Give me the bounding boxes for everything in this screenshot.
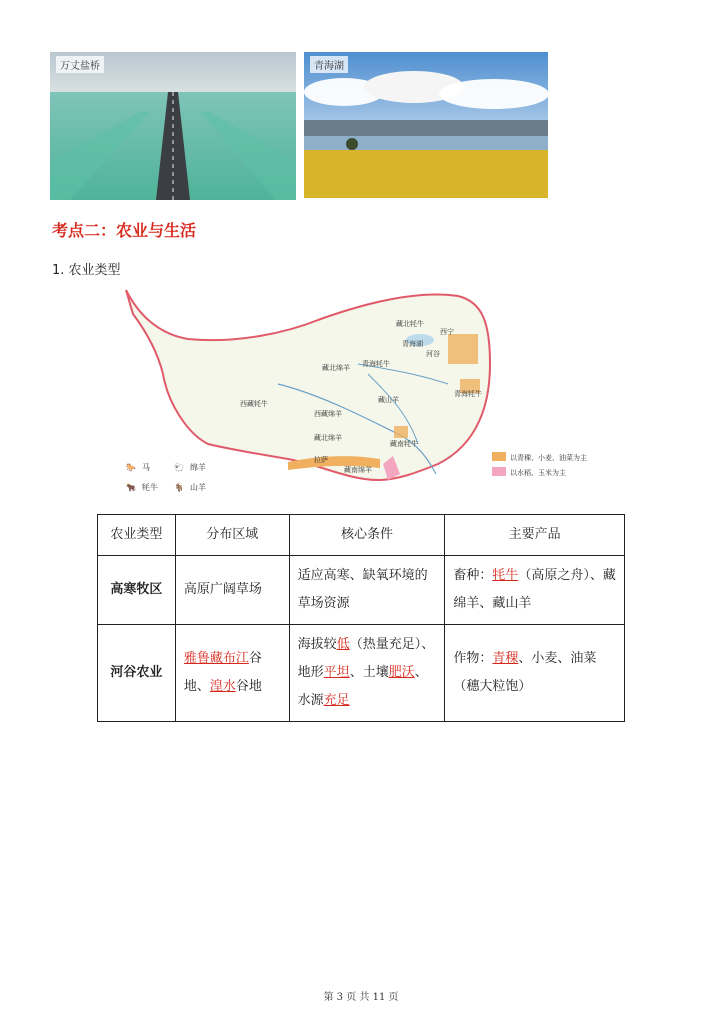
answer-low: 低 [336,637,350,652]
legend-yak: 牦牛 [142,483,158,492]
qinghai-lake-label: 青海湖 [310,56,348,73]
legend-pink: 以水稻、玉米为主 [510,469,566,477]
header-condition: 核心条件 [289,515,445,556]
table-row [98,556,625,625]
label-south-sheep: 藏南绵羊 [344,466,372,474]
label-qinghai-lake: 青海湖 [402,340,423,348]
table-header-row [98,515,625,556]
page-footer: 第 3 页 共 11 页 [323,992,399,1003]
goat-icon: 🐐 [174,483,184,492]
label-west-yak: 西藏牦牛 [240,400,268,408]
label-qinghai-yak: 青海牦牛 [362,360,390,368]
label-north-sheep: 藏北绵羊 [322,364,350,372]
subsection-heading: 1. 农业类型 [52,263,121,278]
section-heading: 考点二：农业与生活 [52,221,197,240]
answer-yarlung: 雅鲁藏布江 [183,651,249,666]
label-qinghai-yak2: 青海牦牛 [454,390,482,398]
sheep-icon: 🐑 [174,463,184,472]
plateau-outline [126,290,490,480]
row2-region: 雅鲁藏布江谷地、湟水谷地 [175,625,289,722]
legend-sheep: 绵羊 [190,463,206,472]
legend-orange-swatch [492,452,506,461]
answer-fertile: 肥沃 [388,665,415,680]
label-xining: 西宁 [440,328,454,336]
label-river-valley: 河谷 [426,350,440,358]
answer-water: 充足 [323,693,350,708]
answer-huangshui: 湟水 [209,679,236,694]
agriculture-table [97,514,625,722]
label-goat: 藏山羊 [378,396,399,404]
label-north-goat: 藏北绵羊 [314,434,342,442]
header-product: 主要产品 [445,515,625,556]
answer-yak: 牦牛 [492,568,519,583]
qinghai-lake-photo [304,52,548,198]
table-row [98,625,625,722]
salt-bridge-photo [50,52,296,200]
answer-barley: 青稞 [492,651,519,666]
legend-goat: 山羊 [190,483,206,492]
label-lhasa: 拉萨 [314,456,328,464]
yak-icon: 🐂 [126,483,136,492]
horse-icon: 🐎 [126,463,136,472]
row1-type: 高寒牧区 [98,556,176,625]
row2-condition: 海拔较低（热量充足）、地形平坦、土壤肥沃、水源充足 [289,625,445,722]
answer-flat: 平坦 [323,665,350,680]
label-south-yak: 藏南牦牛 [390,440,418,448]
legend-horse: 马 [142,463,150,472]
header-region: 分布区域 [175,515,289,556]
salt-bridge-label: 万丈盐桥 [56,56,104,73]
row1-product: 畜种：牦牛（高原之舟）、藏绵羊、藏山羊 [445,556,625,625]
legend-orange: 以青稞、小麦、油菜为主 [510,454,587,462]
row2-type: 河谷农业 [98,625,176,722]
row1-region: 高原广阔草场 [175,556,289,625]
label-west-sheep: 西藏绵羊 [314,410,342,418]
row2-product: 作物：青稞、小麦、油菜（穗大粒饱） [445,625,625,722]
row1-condition: 适应高寒、缺氧环境的草场资源 [289,556,445,625]
agriculture-map [118,284,618,504]
label-north-yak: 藏北牦牛 [396,320,424,328]
header-type: 农业类型 [98,515,176,556]
legend-pink-swatch [492,467,506,476]
